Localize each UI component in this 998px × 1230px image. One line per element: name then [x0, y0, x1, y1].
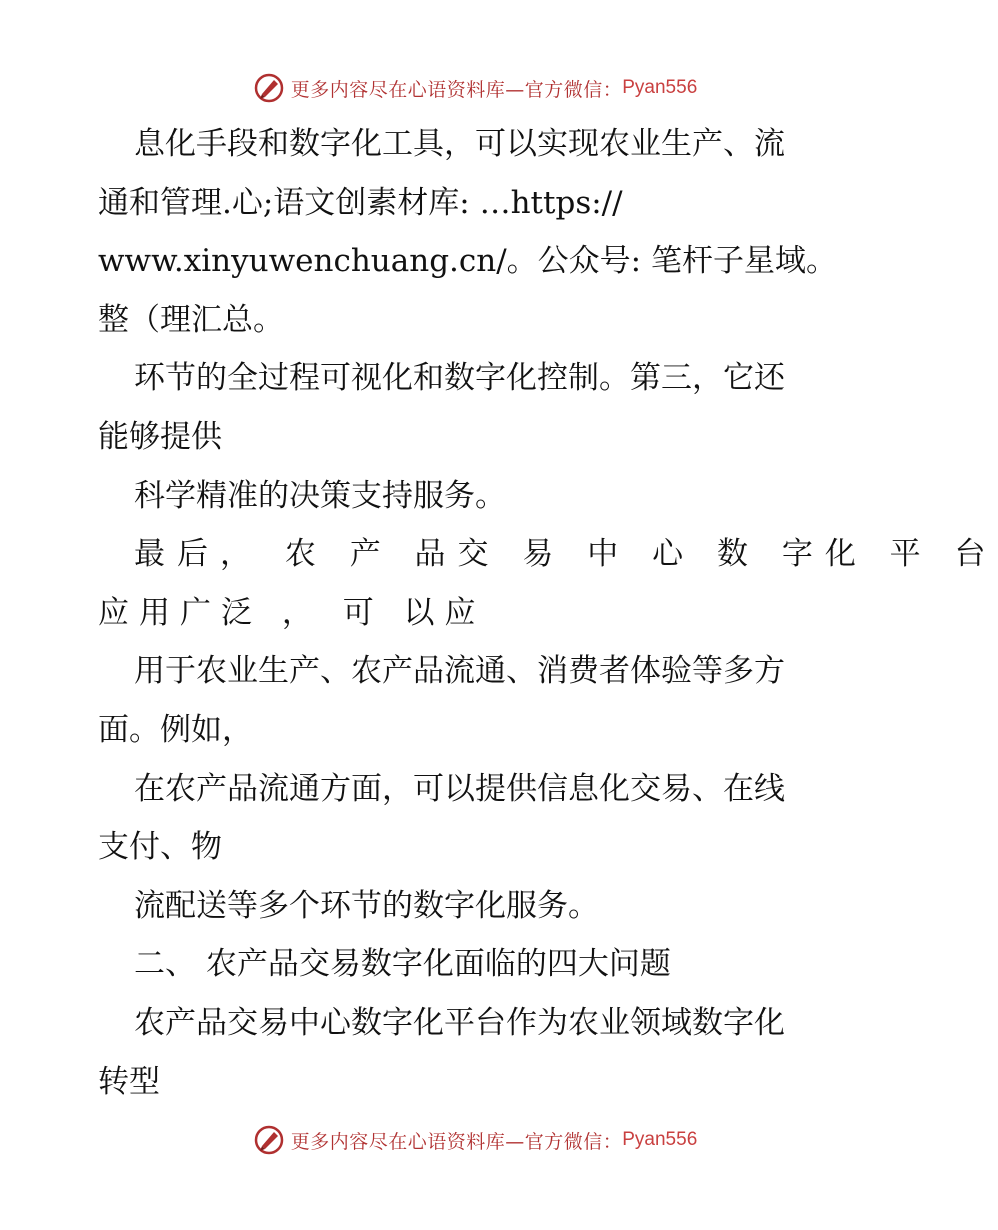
footer-watermark: [0, 1120, 950, 1160]
watermark-wechat-id: Pyan556: [622, 77, 698, 98]
text-line: 整（理汇总。: [98, 301, 284, 338]
section-heading: 二、 农产品交易数字化面临的四大问题: [134, 946, 671, 983]
header-watermark: [0, 68, 950, 108]
watermark-wechat-id: Pyan556: [622, 1129, 698, 1150]
watermark-text: 更多内容尽在心语资料库—官方微信：: [290, 1130, 623, 1153]
pen-logo-icon: [253, 72, 285, 104]
text-line: 支付、物: [98, 829, 222, 866]
text-line: 应用广泛 ， 可 以应: [98, 594, 486, 631]
text-line: 科学精准的决策支持服务。: [134, 477, 506, 514]
text-line: 最后， 农 产 品交 易 中 心 数 字化 平 台: [134, 536, 998, 573]
pen-logo-icon: [253, 1124, 285, 1156]
text-line: 环节的全过程可视化和数字化控制。第三，它还: [134, 360, 785, 397]
text-line: 用于农业生产、农产品流通、消费者体验等多方: [134, 653, 785, 690]
text-line: 面。例如，: [98, 711, 253, 748]
document-body: [98, 115, 998, 1111]
text-line: 通和管理.心;语文创素材库: …https://: [98, 184, 623, 221]
watermark-text: 更多内容尽在心语资料库—官方微信：: [290, 78, 623, 101]
text-line: 流配送等多个环节的数字化服务。: [134, 887, 599, 924]
text-line: www.xinyuwenchuang.cn/。公众号: 笔杆子星域。: [98, 243, 837, 280]
text-line: 农产品交易中心数字化平台作为农业领域数字化: [134, 1004, 785, 1041]
text-line: 能够提供: [98, 418, 222, 455]
text-line: 转型: [98, 1063, 160, 1100]
text-line: 在农产品流通方面，可以提供信息化交易、在线: [134, 770, 785, 807]
text-line: 息化手段和数字化工具，可以实现农业生产、流: [134, 126, 785, 162]
